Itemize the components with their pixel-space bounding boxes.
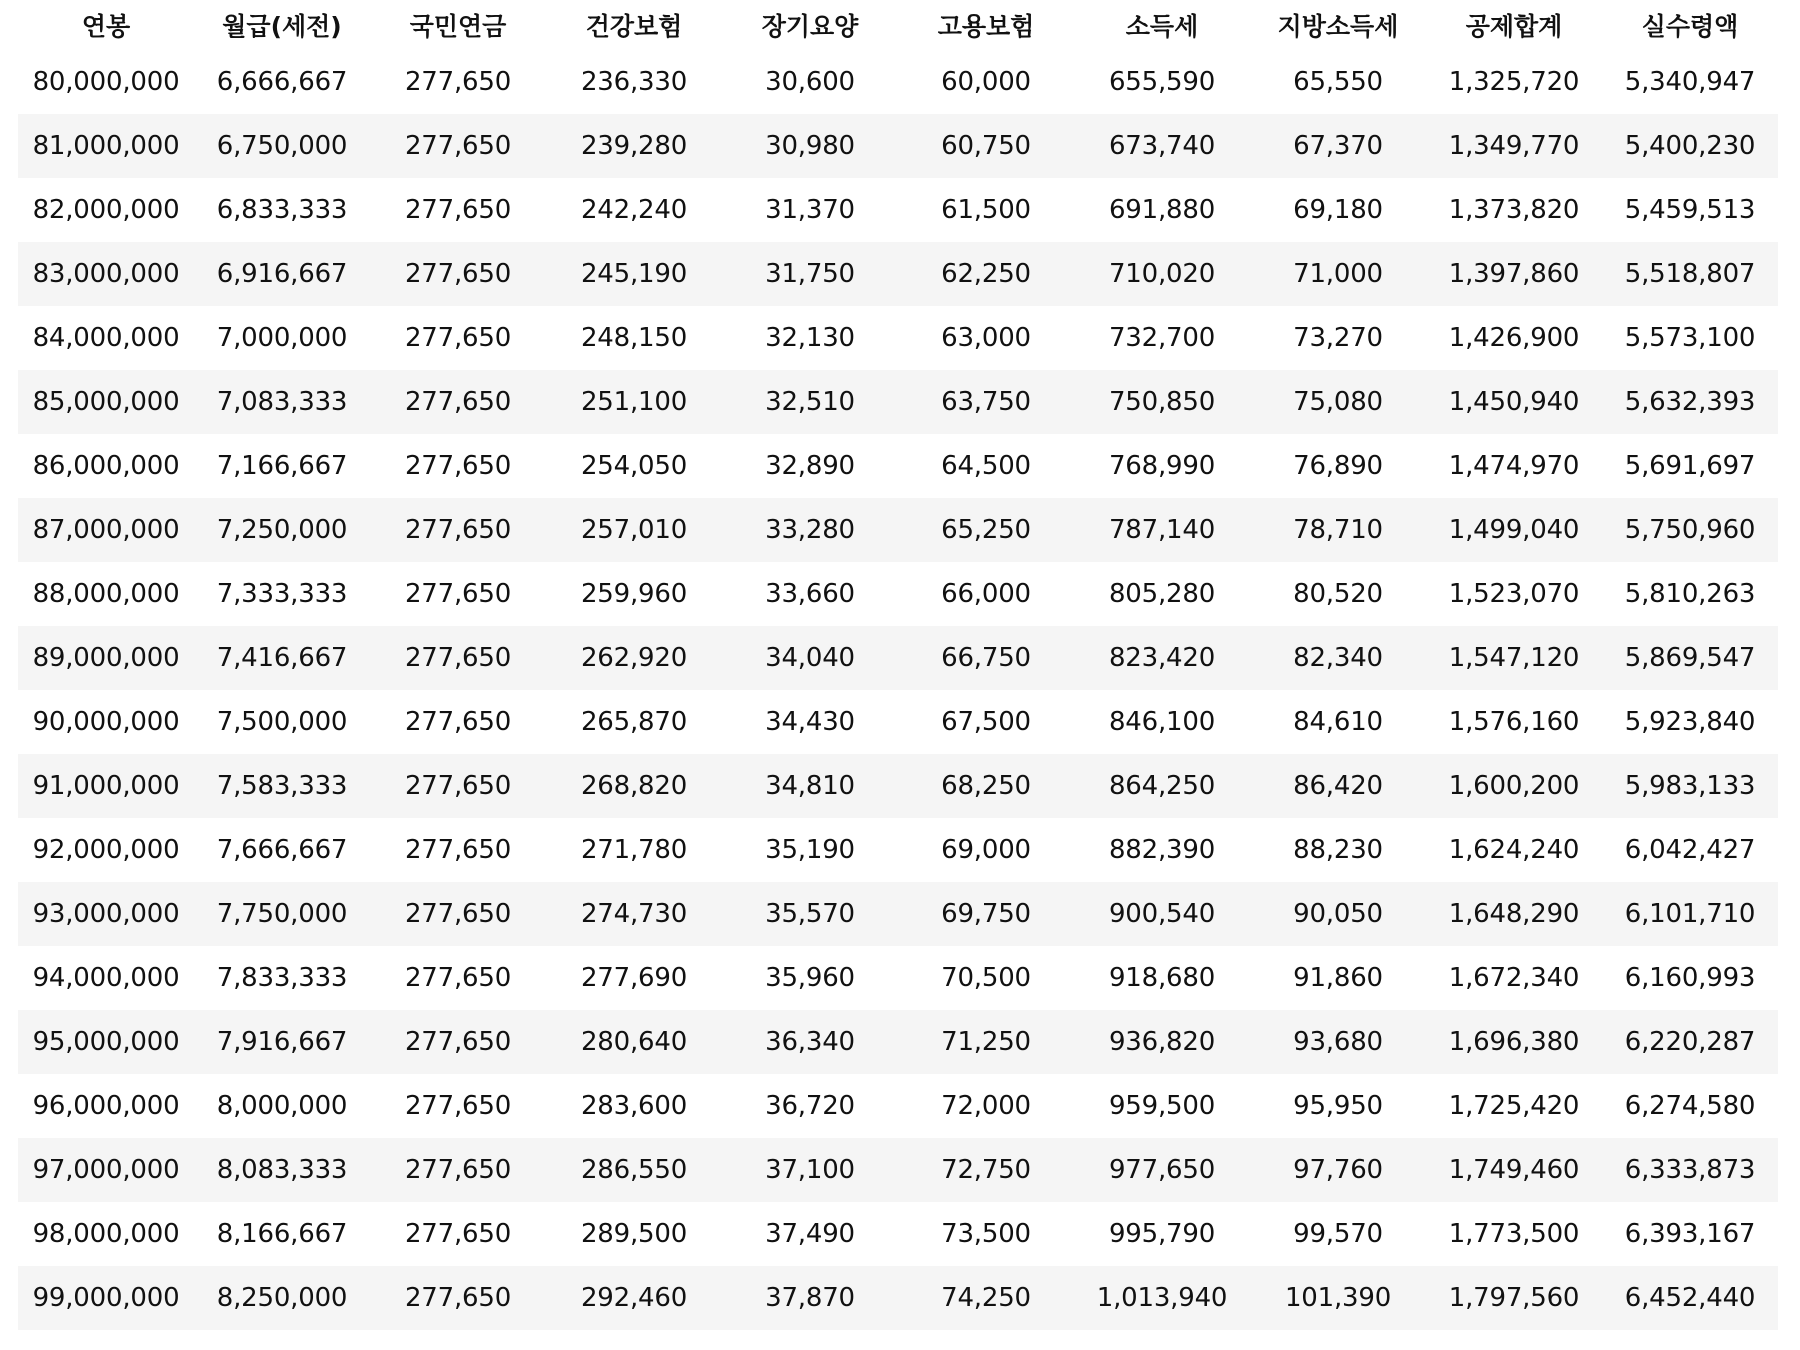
table-row [18, 50, 1778, 114]
cell-local-income-tax: 95,950 [1293, 1091, 1383, 1121]
cell-annual-salary: 86,000,000 [32, 451, 180, 481]
cell-health-insurance: 289,500 [580, 1219, 688, 1249]
cell-annual-salary: 80,000,000 [32, 67, 180, 97]
table-row [18, 178, 1778, 242]
cell-total-deduction: 1,373,820 [1448, 195, 1580, 225]
cell-monthly-gross: 7,666,667 [216, 835, 348, 865]
header-row [18, 0, 1778, 50]
cell-annual-salary: 85,000,000 [32, 387, 180, 417]
cell-long-term-care: 34,810 [765, 771, 855, 801]
cell-total-deduction: 1,648,290 [1448, 899, 1580, 929]
cell-income-tax: 1,013,940 [1096, 1283, 1228, 1313]
table-row [18, 114, 1778, 178]
cell-long-term-care: 37,870 [765, 1283, 855, 1313]
cell-employment-insurance: 71,250 [941, 1027, 1031, 1057]
cell-employment-insurance: 68,250 [941, 771, 1031, 801]
cell-monthly-gross: 8,083,333 [216, 1155, 348, 1185]
cell-net-pay: 5,691,697 [1624, 451, 1756, 481]
table-row [18, 498, 1778, 562]
salary-table [18, 0, 1778, 1330]
cell-net-pay: 5,340,947 [1624, 67, 1756, 97]
table-row [18, 1010, 1778, 1074]
cell-health-insurance: 271,780 [580, 835, 688, 865]
table-row [18, 306, 1778, 370]
cell-income-tax: 673,740 [1108, 131, 1216, 161]
cell-total-deduction: 1,474,970 [1448, 451, 1580, 481]
cell-long-term-care: 34,040 [765, 643, 855, 673]
cell-national-pension: 277,650 [404, 259, 512, 289]
cell-health-insurance: 283,600 [580, 1091, 688, 1121]
header-long-term-care: 장기요양 [761, 12, 859, 41]
table-row [18, 242, 1778, 306]
cell-monthly-gross: 7,916,667 [216, 1027, 348, 1057]
cell-income-tax: 900,540 [1108, 899, 1216, 929]
cell-annual-salary: 94,000,000 [32, 963, 180, 993]
cell-annual-salary: 92,000,000 [32, 835, 180, 865]
cell-health-insurance: 259,960 [580, 579, 688, 609]
cell-total-deduction: 1,672,340 [1448, 963, 1580, 993]
cell-total-deduction: 1,600,200 [1448, 771, 1580, 801]
cell-total-deduction: 1,725,420 [1448, 1091, 1580, 1121]
cell-health-insurance: 248,150 [580, 323, 688, 353]
table-row [18, 626, 1778, 690]
cell-health-insurance: 277,690 [580, 963, 688, 993]
cell-national-pension: 277,650 [404, 67, 512, 97]
cell-national-pension: 277,650 [404, 1219, 512, 1249]
cell-income-tax: 995,790 [1108, 1219, 1216, 1249]
cell-net-pay: 5,869,547 [1624, 643, 1756, 673]
cell-net-pay: 5,518,807 [1624, 259, 1756, 289]
table-row [18, 370, 1778, 434]
cell-long-term-care: 30,980 [765, 131, 855, 161]
cell-national-pension: 277,650 [404, 323, 512, 353]
cell-long-term-care: 36,720 [765, 1091, 855, 1121]
cell-monthly-gross: 7,083,333 [216, 387, 348, 417]
cell-local-income-tax: 99,570 [1293, 1219, 1383, 1249]
cell-long-term-care: 37,100 [765, 1155, 855, 1185]
cell-income-tax: 977,650 [1108, 1155, 1216, 1185]
header-monthly-gross: 월급(세전) [222, 12, 342, 41]
cell-long-term-care: 35,570 [765, 899, 855, 929]
cell-net-pay: 5,923,840 [1624, 707, 1756, 737]
cell-income-tax: 846,100 [1108, 707, 1216, 737]
cell-income-tax: 882,390 [1108, 835, 1216, 865]
cell-national-pension: 277,650 [404, 1155, 512, 1185]
cell-national-pension: 277,650 [404, 643, 512, 673]
cell-local-income-tax: 76,890 [1293, 451, 1383, 481]
cell-total-deduction: 1,576,160 [1448, 707, 1580, 737]
cell-total-deduction: 1,523,070 [1448, 579, 1580, 609]
cell-local-income-tax: 101,390 [1284, 1283, 1392, 1313]
cell-income-tax: 787,140 [1108, 515, 1216, 545]
cell-local-income-tax: 97,760 [1293, 1155, 1383, 1185]
cell-employment-insurance: 66,000 [941, 579, 1031, 609]
table-row [18, 946, 1778, 1010]
cell-income-tax: 805,280 [1108, 579, 1216, 609]
cell-health-insurance: 292,460 [580, 1283, 688, 1313]
cell-long-term-care: 30,600 [765, 67, 855, 97]
cell-health-insurance: 274,730 [580, 899, 688, 929]
cell-net-pay: 5,400,230 [1624, 131, 1756, 161]
cell-monthly-gross: 8,000,000 [216, 1091, 348, 1121]
cell-local-income-tax: 67,370 [1293, 131, 1383, 161]
cell-health-insurance: 257,010 [580, 515, 688, 545]
cell-total-deduction: 1,450,940 [1448, 387, 1580, 417]
cell-health-insurance: 280,640 [580, 1027, 688, 1057]
cell-annual-salary: 84,000,000 [32, 323, 180, 353]
cell-total-deduction: 1,624,240 [1448, 835, 1580, 865]
cell-long-term-care: 35,960 [765, 963, 855, 993]
cell-national-pension: 277,650 [404, 963, 512, 993]
cell-income-tax: 691,880 [1108, 195, 1216, 225]
cell-health-insurance: 286,550 [580, 1155, 688, 1185]
cell-long-term-care: 36,340 [765, 1027, 855, 1057]
cell-employment-insurance: 67,500 [941, 707, 1031, 737]
cell-long-term-care: 31,750 [765, 259, 855, 289]
cell-employment-insurance: 60,000 [941, 67, 1031, 97]
cell-health-insurance: 251,100 [580, 387, 688, 417]
cell-total-deduction: 1,696,380 [1448, 1027, 1580, 1057]
header-annual-salary: 연봉 [81, 12, 131, 41]
cell-national-pension: 277,650 [404, 1027, 512, 1057]
cell-employment-insurance: 69,000 [941, 835, 1031, 865]
table-body [18, 50, 1778, 1330]
cell-monthly-gross: 7,500,000 [216, 707, 348, 737]
cell-national-pension: 277,650 [404, 579, 512, 609]
cell-annual-salary: 99,000,000 [32, 1283, 180, 1313]
cell-annual-salary: 81,000,000 [32, 131, 180, 161]
cell-local-income-tax: 91,860 [1293, 963, 1383, 993]
cell-national-pension: 277,650 [404, 515, 512, 545]
cell-monthly-gross: 7,166,667 [216, 451, 348, 481]
cell-total-deduction: 1,773,500 [1448, 1219, 1580, 1249]
cell-national-pension: 277,650 [404, 451, 512, 481]
cell-local-income-tax: 86,420 [1293, 771, 1383, 801]
cell-employment-insurance: 61,500 [941, 195, 1031, 225]
cell-total-deduction: 1,349,770 [1448, 131, 1580, 161]
table-row [18, 562, 1778, 626]
cell-annual-salary: 98,000,000 [32, 1219, 180, 1249]
cell-local-income-tax: 75,080 [1293, 387, 1383, 417]
cell-annual-salary: 91,000,000 [32, 771, 180, 801]
cell-long-term-care: 33,280 [765, 515, 855, 545]
cell-long-term-care: 37,490 [765, 1219, 855, 1249]
cell-employment-insurance: 65,250 [941, 515, 1031, 545]
table-header [18, 0, 1778, 50]
cell-total-deduction: 1,749,460 [1448, 1155, 1580, 1185]
cell-total-deduction: 1,499,040 [1448, 515, 1580, 545]
cell-long-term-care: 32,130 [765, 323, 855, 353]
cell-net-pay: 6,160,993 [1624, 963, 1756, 993]
header-health-insurance: 건강보험 [585, 12, 683, 41]
table-row [18, 1266, 1778, 1330]
cell-health-insurance: 245,190 [580, 259, 688, 289]
cell-net-pay: 5,750,960 [1624, 515, 1756, 545]
cell-monthly-gross: 7,833,333 [216, 963, 348, 993]
cell-total-deduction: 1,325,720 [1448, 67, 1580, 97]
cell-annual-salary: 83,000,000 [32, 259, 180, 289]
cell-annual-salary: 96,000,000 [32, 1091, 180, 1121]
cell-monthly-gross: 6,666,667 [216, 67, 348, 97]
cell-employment-insurance: 74,250 [941, 1283, 1031, 1313]
cell-annual-salary: 95,000,000 [32, 1027, 180, 1057]
cell-net-pay: 6,274,580 [1624, 1091, 1756, 1121]
cell-national-pension: 277,650 [404, 835, 512, 865]
cell-national-pension: 277,650 [404, 899, 512, 929]
cell-monthly-gross: 7,750,000 [216, 899, 348, 929]
cell-income-tax: 732,700 [1108, 323, 1216, 353]
cell-national-pension: 277,650 [404, 1283, 512, 1313]
cell-income-tax: 823,420 [1108, 643, 1216, 673]
header-income-tax: 소득세 [1125, 12, 1199, 41]
cell-income-tax: 864,250 [1108, 771, 1216, 801]
cell-total-deduction: 1,397,860 [1448, 259, 1580, 289]
cell-long-term-care: 33,660 [765, 579, 855, 609]
cell-long-term-care: 32,510 [765, 387, 855, 417]
cell-monthly-gross: 7,583,333 [216, 771, 348, 801]
cell-total-deduction: 1,426,900 [1448, 323, 1580, 353]
cell-national-pension: 277,650 [404, 771, 512, 801]
cell-income-tax: 750,850 [1108, 387, 1216, 417]
cell-local-income-tax: 80,520 [1293, 579, 1383, 609]
cell-local-income-tax: 88,230 [1293, 835, 1383, 865]
cell-net-pay: 6,101,710 [1624, 899, 1756, 929]
table-row [18, 434, 1778, 498]
cell-employment-insurance: 66,750 [941, 643, 1031, 673]
cell-employment-insurance: 73,500 [941, 1219, 1031, 1249]
cell-national-pension: 277,650 [404, 1091, 512, 1121]
cell-net-pay: 6,042,427 [1624, 835, 1756, 865]
cell-net-pay: 6,452,440 [1624, 1283, 1756, 1313]
header-employment-insurance: 고용보험 [937, 12, 1035, 41]
cell-employment-insurance: 64,500 [941, 451, 1031, 481]
cell-annual-salary: 89,000,000 [32, 643, 180, 673]
table-row [18, 690, 1778, 754]
cell-annual-salary: 97,000,000 [32, 1155, 180, 1185]
cell-income-tax: 918,680 [1108, 963, 1216, 993]
cell-health-insurance: 254,050 [580, 451, 688, 481]
cell-income-tax: 655,590 [1108, 67, 1216, 97]
cell-monthly-gross: 7,000,000 [216, 323, 348, 353]
cell-monthly-gross: 7,416,667 [216, 643, 348, 673]
cell-net-pay: 6,393,167 [1624, 1219, 1756, 1249]
cell-monthly-gross: 6,750,000 [216, 131, 348, 161]
header-local-income-tax: 지방소득세 [1277, 12, 1399, 41]
cell-annual-salary: 88,000,000 [32, 579, 180, 609]
cell-health-insurance: 262,920 [580, 643, 688, 673]
cell-annual-salary: 90,000,000 [32, 707, 180, 737]
cell-national-pension: 277,650 [404, 707, 512, 737]
cell-health-insurance: 265,870 [580, 707, 688, 737]
cell-monthly-gross: 6,916,667 [216, 259, 348, 289]
cell-local-income-tax: 78,710 [1293, 515, 1383, 545]
cell-national-pension: 277,650 [404, 387, 512, 417]
header-national-pension: 국민연금 [409, 12, 507, 41]
header-net-pay: 실수령액 [1641, 12, 1739, 41]
cell-employment-insurance: 62,250 [941, 259, 1031, 289]
cell-annual-salary: 87,000,000 [32, 515, 180, 545]
cell-employment-insurance: 60,750 [941, 131, 1031, 161]
table-row [18, 1138, 1778, 1202]
table-row [18, 754, 1778, 818]
cell-long-term-care: 34,430 [765, 707, 855, 737]
cell-income-tax: 936,820 [1108, 1027, 1216, 1057]
cell-net-pay: 6,333,873 [1624, 1155, 1756, 1185]
cell-employment-insurance: 69,750 [941, 899, 1031, 929]
cell-income-tax: 710,020 [1108, 259, 1216, 289]
cell-net-pay: 5,459,513 [1624, 195, 1756, 225]
cell-total-deduction: 1,797,560 [1448, 1283, 1580, 1313]
table-row [18, 818, 1778, 882]
cell-local-income-tax: 90,050 [1293, 899, 1383, 929]
cell-long-term-care: 32,890 [765, 451, 855, 481]
cell-local-income-tax: 69,180 [1293, 195, 1383, 225]
cell-net-pay: 5,983,133 [1624, 771, 1756, 801]
cell-local-income-tax: 73,270 [1293, 323, 1383, 353]
cell-long-term-care: 35,190 [765, 835, 855, 865]
cell-net-pay: 5,573,100 [1624, 323, 1756, 353]
cell-net-pay: 6,220,287 [1624, 1027, 1756, 1057]
cell-monthly-gross: 7,250,000 [216, 515, 348, 545]
table-row [18, 1202, 1778, 1266]
cell-net-pay: 5,810,263 [1624, 579, 1756, 609]
cell-national-pension: 277,650 [404, 195, 512, 225]
cell-employment-insurance: 70,500 [941, 963, 1031, 993]
cell-long-term-care: 31,370 [765, 195, 855, 225]
cell-health-insurance: 236,330 [580, 67, 688, 97]
cell-local-income-tax: 84,610 [1293, 707, 1383, 737]
cell-monthly-gross: 6,833,333 [216, 195, 348, 225]
cell-income-tax: 959,500 [1108, 1091, 1216, 1121]
cell-health-insurance: 239,280 [580, 131, 688, 161]
cell-employment-insurance: 72,000 [941, 1091, 1031, 1121]
header-total-deduction: 공제합계 [1465, 12, 1563, 41]
cell-annual-salary: 93,000,000 [32, 899, 180, 929]
cell-national-pension: 277,650 [404, 131, 512, 161]
cell-employment-insurance: 72,750 [941, 1155, 1031, 1185]
cell-health-insurance: 242,240 [580, 195, 688, 225]
cell-monthly-gross: 7,333,333 [216, 579, 348, 609]
cell-employment-insurance: 63,000 [941, 323, 1031, 353]
cell-local-income-tax: 71,000 [1293, 259, 1383, 289]
table-row [18, 882, 1778, 946]
cell-total-deduction: 1,547,120 [1448, 643, 1580, 673]
cell-income-tax: 768,990 [1108, 451, 1216, 481]
cell-health-insurance: 268,820 [580, 771, 688, 801]
cell-local-income-tax: 65,550 [1293, 67, 1383, 97]
cell-net-pay: 5,632,393 [1624, 387, 1756, 417]
cell-employment-insurance: 63,750 [941, 387, 1031, 417]
cell-annual-salary: 82,000,000 [32, 195, 180, 225]
cell-monthly-gross: 8,250,000 [216, 1283, 348, 1313]
table-row [18, 1074, 1778, 1138]
cell-local-income-tax: 82,340 [1293, 643, 1383, 673]
cell-local-income-tax: 93,680 [1293, 1027, 1383, 1057]
cell-monthly-gross: 8,166,667 [216, 1219, 348, 1249]
